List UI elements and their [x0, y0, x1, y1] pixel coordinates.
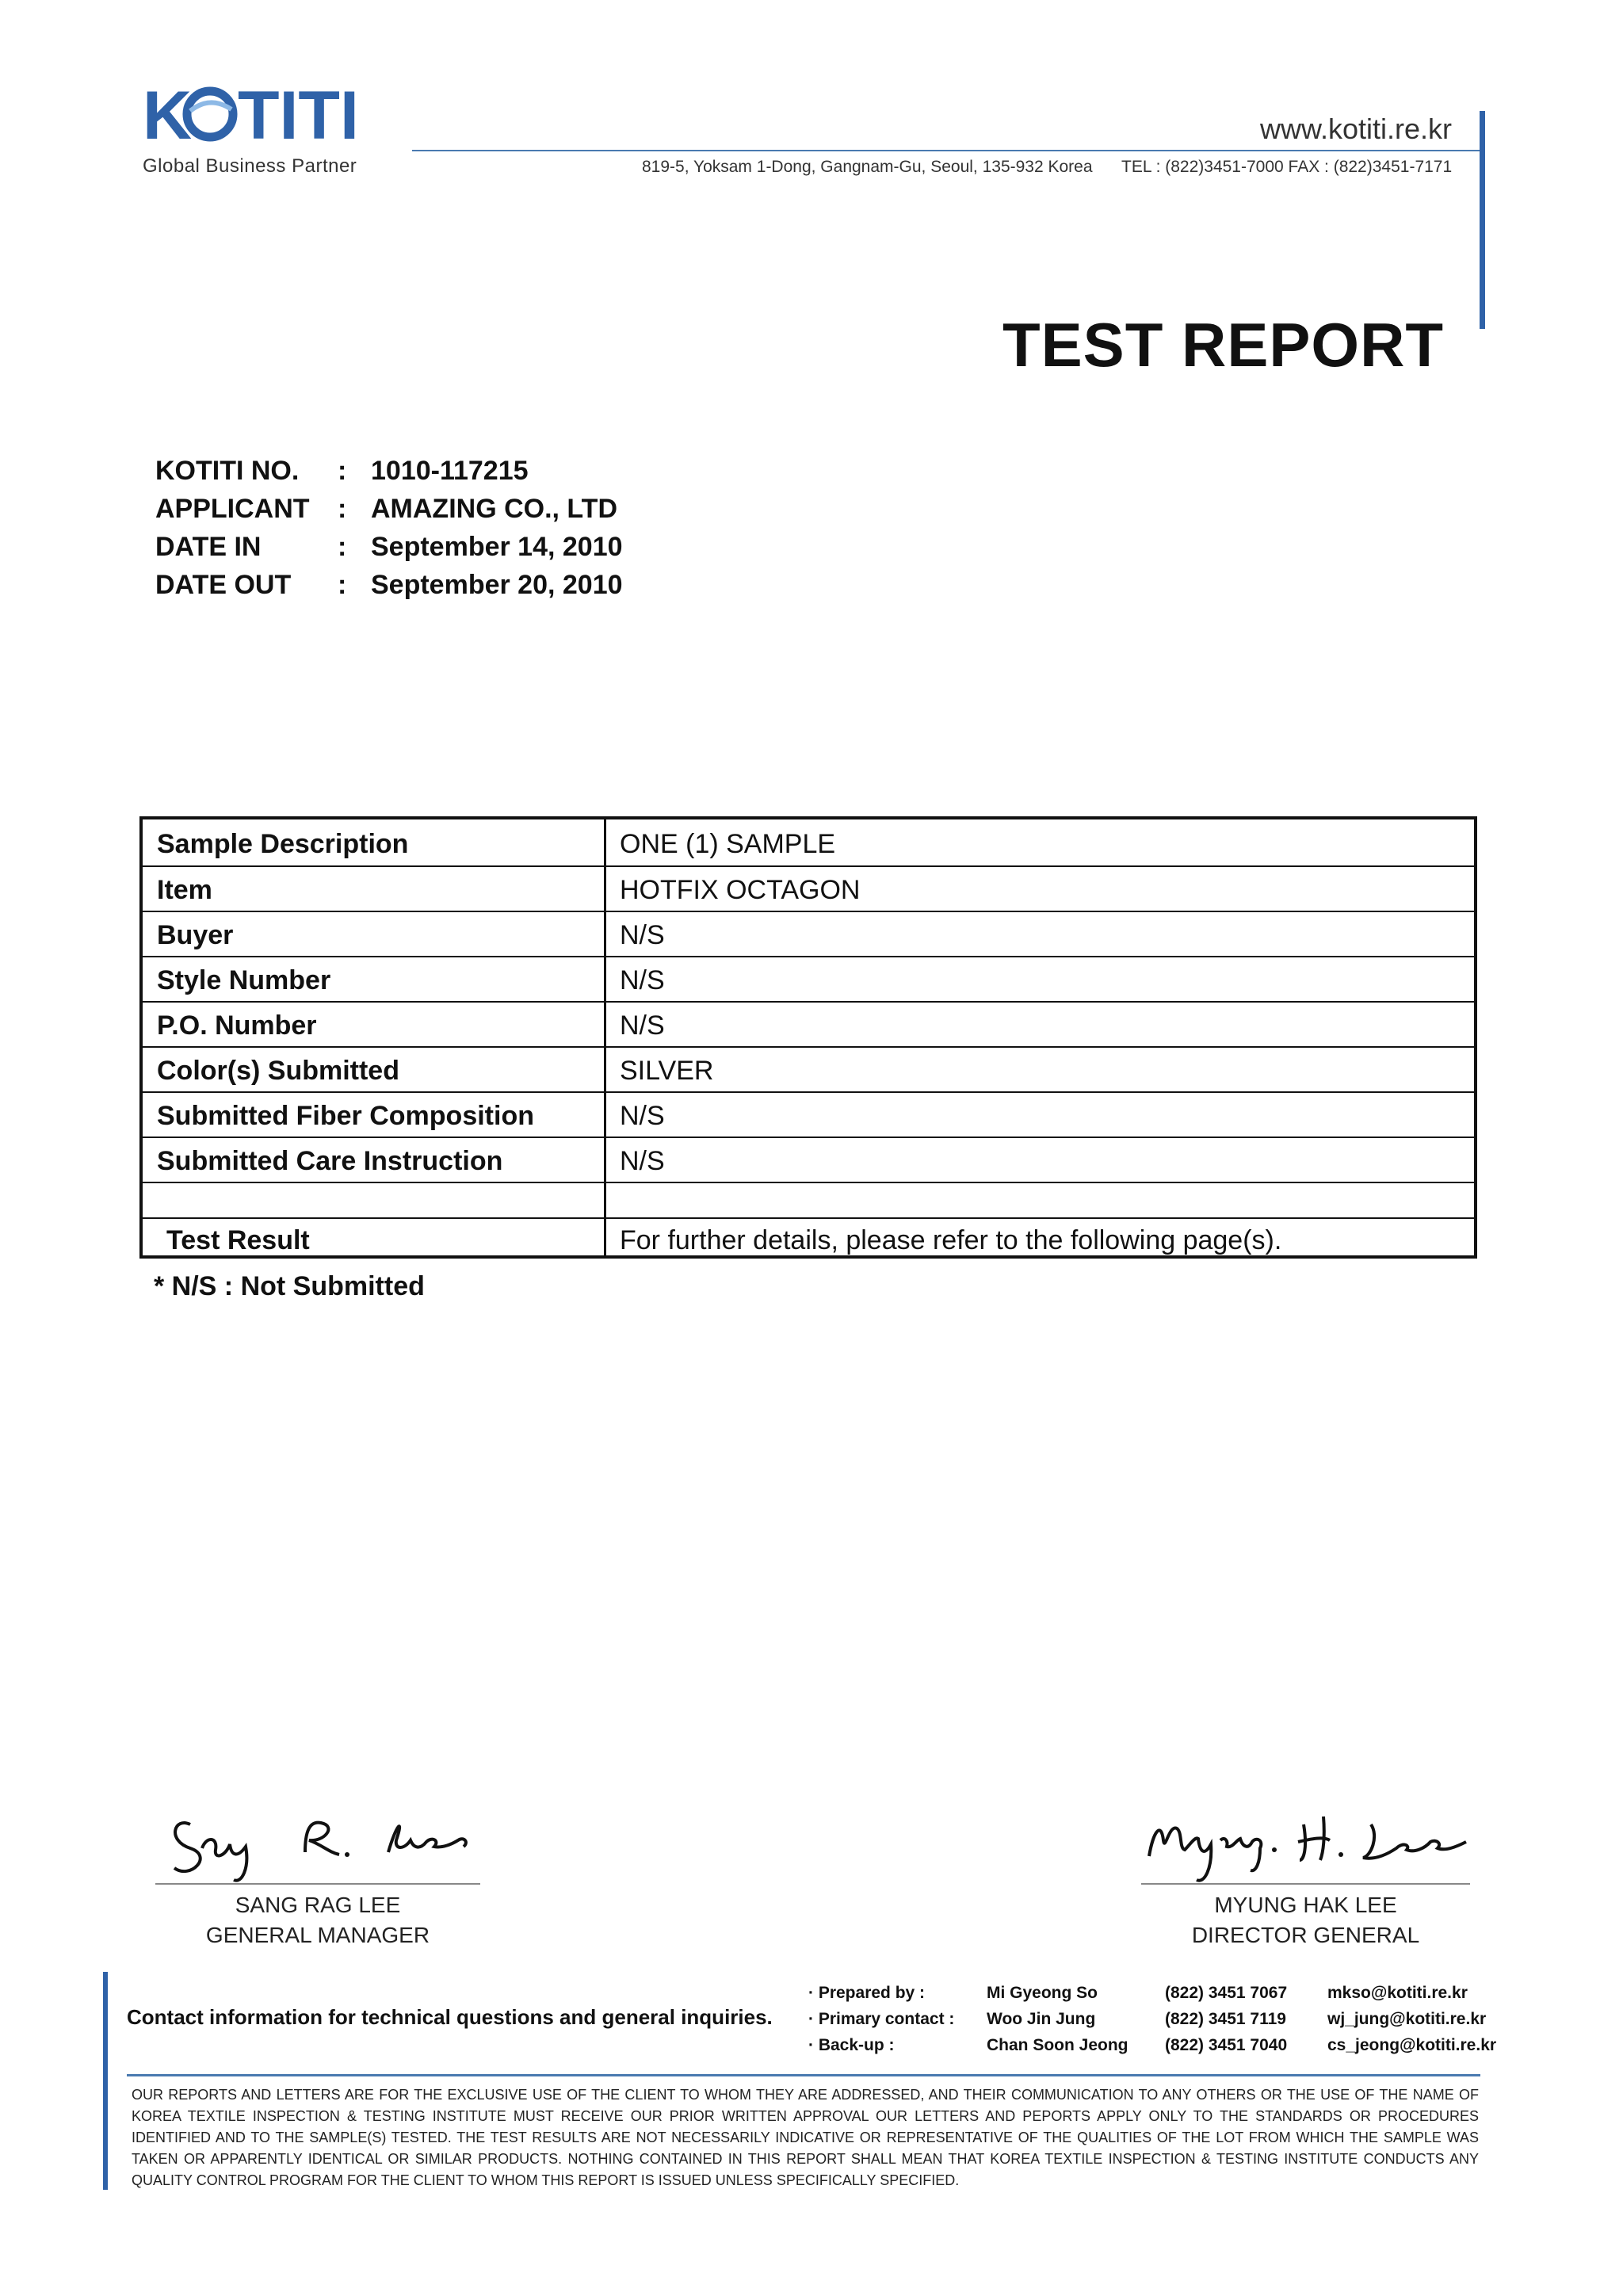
row-value: ONE (1) SAMPLE — [620, 829, 836, 859]
table-row-test-result — [143, 1217, 1474, 1259]
row-value: N/S — [620, 1010, 665, 1041]
sample-table — [139, 816, 1477, 1259]
row-label: Buyer — [157, 920, 234, 950]
row-label: Submitted Fiber Composition — [157, 1101, 534, 1131]
contact-row — [808, 1980, 1496, 2006]
signatory-name: SANG RAG LEE — [235, 1893, 401, 1917]
info-value: 1010-117215 — [371, 455, 529, 486]
signatory-title: GENERAL MANAGER — [205, 1923, 430, 1947]
signatory-name: MYUNG HAK LEE — [1214, 1893, 1397, 1917]
contact-role: · Prepared by : — [808, 1983, 926, 2002]
contact-row — [808, 2032, 1496, 2058]
row-value: N/S — [620, 965, 665, 995]
contact-rule — [127, 2074, 1480, 2076]
signature-right — [1141, 1793, 1474, 1888]
contact-name: Chan Soon Jeong — [987, 2035, 1128, 2054]
contact-row — [808, 2006, 1496, 2032]
side-accent-bar — [1480, 111, 1485, 329]
contact-name: Mi Gyeong So — [987, 1983, 1098, 2002]
website: www.kotiti.re.kr — [1260, 113, 1453, 145]
row-label: Color(s) Submitted — [157, 1056, 399, 1086]
info-row-date-out — [155, 566, 623, 604]
row-label: Style Number — [157, 965, 331, 995]
table-row — [143, 1046, 1474, 1091]
row-value: N/S — [620, 1101, 665, 1131]
table-row — [143, 819, 1474, 865]
info-label: DATE IN — [155, 531, 262, 562]
contact-heading: Contact information for technical questions and general inquiries. — [127, 2005, 773, 2029]
info-label: DATE OUT — [155, 569, 292, 600]
table-row — [143, 1137, 1474, 1182]
contact-email[interactable]: wj_jung@kotiti.re.kr — [1327, 2009, 1487, 2028]
signature-line — [155, 1883, 480, 1885]
info-colon: : — [338, 569, 347, 600]
signature-line — [1141, 1883, 1470, 1885]
info-value: September 20, 2010 — [371, 569, 623, 600]
contact-email[interactable]: cs_jeong@kotiti.re.kr — [1327, 2035, 1497, 2054]
row-label: Item — [157, 875, 212, 905]
info-colon: : — [338, 493, 347, 524]
row-label: Submitted Care Instruction — [157, 1146, 503, 1176]
contact-phone: (822) 3451 7040 — [1165, 2035, 1288, 2054]
row-value: N/S — [620, 920, 665, 950]
report-info — [155, 452, 623, 604]
tel-fax: TEL : (822)3451-7000 FAX : (822)3451-7171 — [1121, 158, 1453, 176]
contact-phone: (822) 3451 7067 — [1165, 1983, 1288, 2002]
contact-phone: (822) 3451 7119 — [1165, 2009, 1286, 2028]
row-value: SILVER — [620, 1056, 714, 1086]
row-label: P.O. Number — [157, 1010, 317, 1041]
info-value: September 14, 2010 — [371, 531, 623, 562]
contact-email[interactable]: mkso@kotiti.re.kr — [1327, 1983, 1468, 2002]
disclaimer-text: OUR REPORTS AND LETTERS ARE FOR THE EXCLUSIVE USE OF THE CLIENT TO WHOM THEY ARE ADDRESSED, AND THEIR COMMUNICATION TO ANY OTHERS OR THE USE OF THE NAME OF KOREA TEXTILE INSPECTION & TESTING INSTITUTE MUST RECEIVE OUR PRIOR WRITTEN APPROVAL OUR LETTERS AND PEPORTS APPLY ONLY TO THE STANDARDS OR PROCEDURES IDENTIFIED AND TO THE SAMPLE(S) TESTED. THE TEST RESULTS ARE NOT NECESSARILY INDICATIVE OR REPRESENTATIVE OF THE QUALITIES OF THE LOT FROM WHICH THE SAMPLE WAS TAKEN OR APPARENTLY IDENTICAL OR SIMILAR PRODUCTS. NOTHING CONTAINED IN THIS REPORT SHALL MEAN THAT KOREA TEXTILE INSPECTION & TESTING INSTITUTE CONDUCTS ANY QUALITY CONTROL PROGRAM FOR THE CLIENT TO WHOM THIS REPORT IS ISSUED UNLESS SPECIFICALLY SPECIFIED. — [132, 2087, 1479, 2188]
row-label: Sample Description — [157, 829, 409, 859]
info-row-date-in — [155, 528, 623, 566]
kotiti-logo — [143, 79, 380, 151]
info-row-applicant — [155, 490, 623, 528]
footnote: * N/S : Not Submitted — [154, 1271, 425, 1301]
table-row — [143, 911, 1474, 956]
signatory-title: DIRECTOR GENERAL — [1191, 1923, 1420, 1947]
table-row — [143, 956, 1474, 1001]
contact-name: Woo Jin Jung — [987, 2009, 1096, 2028]
report-title: TEST REPORT — [1002, 310, 1445, 380]
tagline: Global Business Partner — [143, 155, 357, 177]
table-row — [143, 1001, 1474, 1046]
svg-text:TITI: TITI — [238, 79, 359, 151]
header-rule — [412, 150, 1482, 151]
contact-role: · Back-up : — [808, 2035, 895, 2054]
info-colon: : — [338, 455, 347, 486]
info-colon: : — [338, 531, 347, 562]
table-row — [143, 865, 1474, 911]
signature-left — [158, 1793, 483, 1888]
contact-table — [808, 1980, 1496, 2058]
row-value: HOTFIX OCTAGON — [620, 875, 861, 905]
svg-text:K: K — [143, 79, 193, 151]
table-row — [143, 1091, 1474, 1137]
table-row-empty — [143, 1182, 1474, 1217]
row-value: For further details, please refer to the following page(s). — [620, 1225, 1282, 1255]
info-label: APPLICANT — [155, 493, 310, 524]
address: 819-5, Yoksam 1-Dong, Gangnam-Gu, Seoul, 135-932 Korea — [642, 158, 1093, 176]
info-row-kotiti-no — [155, 452, 623, 490]
contact-accent-bar — [103, 1972, 108, 2190]
info-value: AMAZING CO., LTD — [371, 493, 617, 524]
info-label: KOTITI NO. — [155, 455, 300, 486]
row-value: N/S — [620, 1146, 665, 1176]
contact-role: · Primary contact : — [808, 2009, 955, 2028]
row-label: Test Result — [166, 1225, 310, 1255]
